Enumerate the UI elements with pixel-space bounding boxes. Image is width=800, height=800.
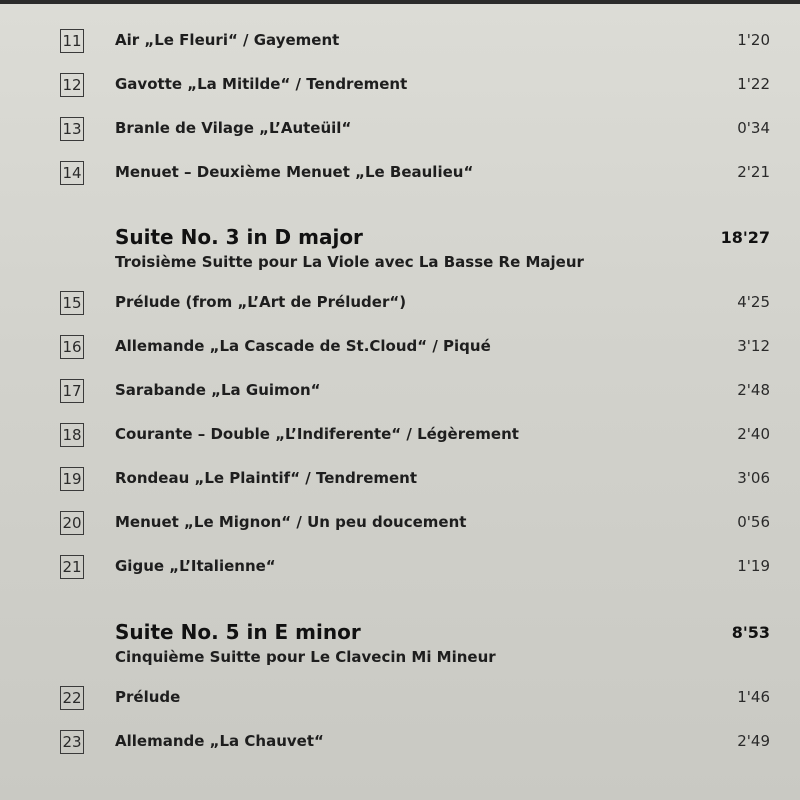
track-number: 21 xyxy=(60,555,84,579)
track-row xyxy=(60,335,770,363)
track-duration: 1'20 xyxy=(737,31,770,49)
track-title: Gigue „L’Italienne“ xyxy=(115,557,276,575)
track-duration: 2'49 xyxy=(737,732,770,750)
track-row xyxy=(60,467,770,495)
track-duration: 0'34 xyxy=(737,119,770,137)
track-row xyxy=(60,730,770,758)
suite-title: Suite No. 5 in E minor xyxy=(115,620,361,644)
track-number: 17 xyxy=(60,379,84,403)
track-number: 15 xyxy=(60,291,84,315)
track-duration: 1'22 xyxy=(737,75,770,93)
track-row xyxy=(60,511,770,539)
track-row xyxy=(60,29,770,57)
track-duration: 0'56 xyxy=(737,513,770,531)
track-title: Sarabande „La Guimon“ xyxy=(115,381,321,399)
track-title: Courante – Double „L’Indiferente“ / Légèrement xyxy=(115,425,519,443)
track-title: Menuet – Deuxième Menuet „Le Beaulieu“ xyxy=(115,163,474,181)
track-number: 13 xyxy=(60,117,84,141)
track-row xyxy=(60,423,770,451)
track-title: Allemande „La Chauvet“ xyxy=(115,732,324,750)
track-duration: 4'25 xyxy=(737,293,770,311)
track-row xyxy=(60,379,770,407)
track-row xyxy=(60,686,770,714)
track-row xyxy=(60,117,770,145)
track-row xyxy=(60,555,770,583)
track-duration: 1'46 xyxy=(737,688,770,706)
track-title: Gavotte „La Mitilde“ / Tendrement xyxy=(115,75,408,93)
suite-title: Suite No. 3 in D major xyxy=(115,225,363,249)
track-title: Prélude (from „L’Art de Préluder“) xyxy=(115,293,407,311)
track-row xyxy=(60,161,770,189)
suite-subtitle: Troisième Suitte pour La Viole avec La Basse Re Majeur xyxy=(115,253,584,271)
suite-subtitle: Cinquième Suitte pour Le Clavecin Mi Mineur xyxy=(115,648,496,666)
track-number: 12 xyxy=(60,73,84,97)
track-duration: 1'19 xyxy=(737,557,770,575)
suite-duration: 18'27 xyxy=(720,228,770,247)
track-number: 20 xyxy=(60,511,84,535)
track-title: Rondeau „Le Plaintif“ / Tendrement xyxy=(115,469,418,487)
track-title: Prélude xyxy=(115,688,181,706)
track-row xyxy=(60,73,770,101)
track-duration: 2'48 xyxy=(737,381,770,399)
track-duration: 3'12 xyxy=(737,337,770,355)
track-number: 22 xyxy=(60,686,84,710)
track-duration: 3'06 xyxy=(737,469,770,487)
track-duration: 2'40 xyxy=(737,425,770,443)
track-number: 16 xyxy=(60,335,84,359)
suite-duration: 8'53 xyxy=(731,623,770,642)
track-number: 11 xyxy=(60,29,84,53)
top-edge-line xyxy=(0,0,800,4)
track-title: Allemande „La Cascade de St.Cloud“ / Piqué xyxy=(115,337,491,355)
track-row xyxy=(60,291,770,319)
track-number: 23 xyxy=(60,730,84,754)
track-number: 14 xyxy=(60,161,84,185)
track-title: Menuet „Le Mignon“ / Un peu doucement xyxy=(115,513,467,531)
track-duration: 2'21 xyxy=(737,163,770,181)
track-number: 19 xyxy=(60,467,84,491)
track-title: Branle de Vilage „L’Auteüil“ xyxy=(115,119,352,137)
track-title: Air „Le Fleuri“ / Gayement xyxy=(115,31,340,49)
track-number: 18 xyxy=(60,423,84,447)
